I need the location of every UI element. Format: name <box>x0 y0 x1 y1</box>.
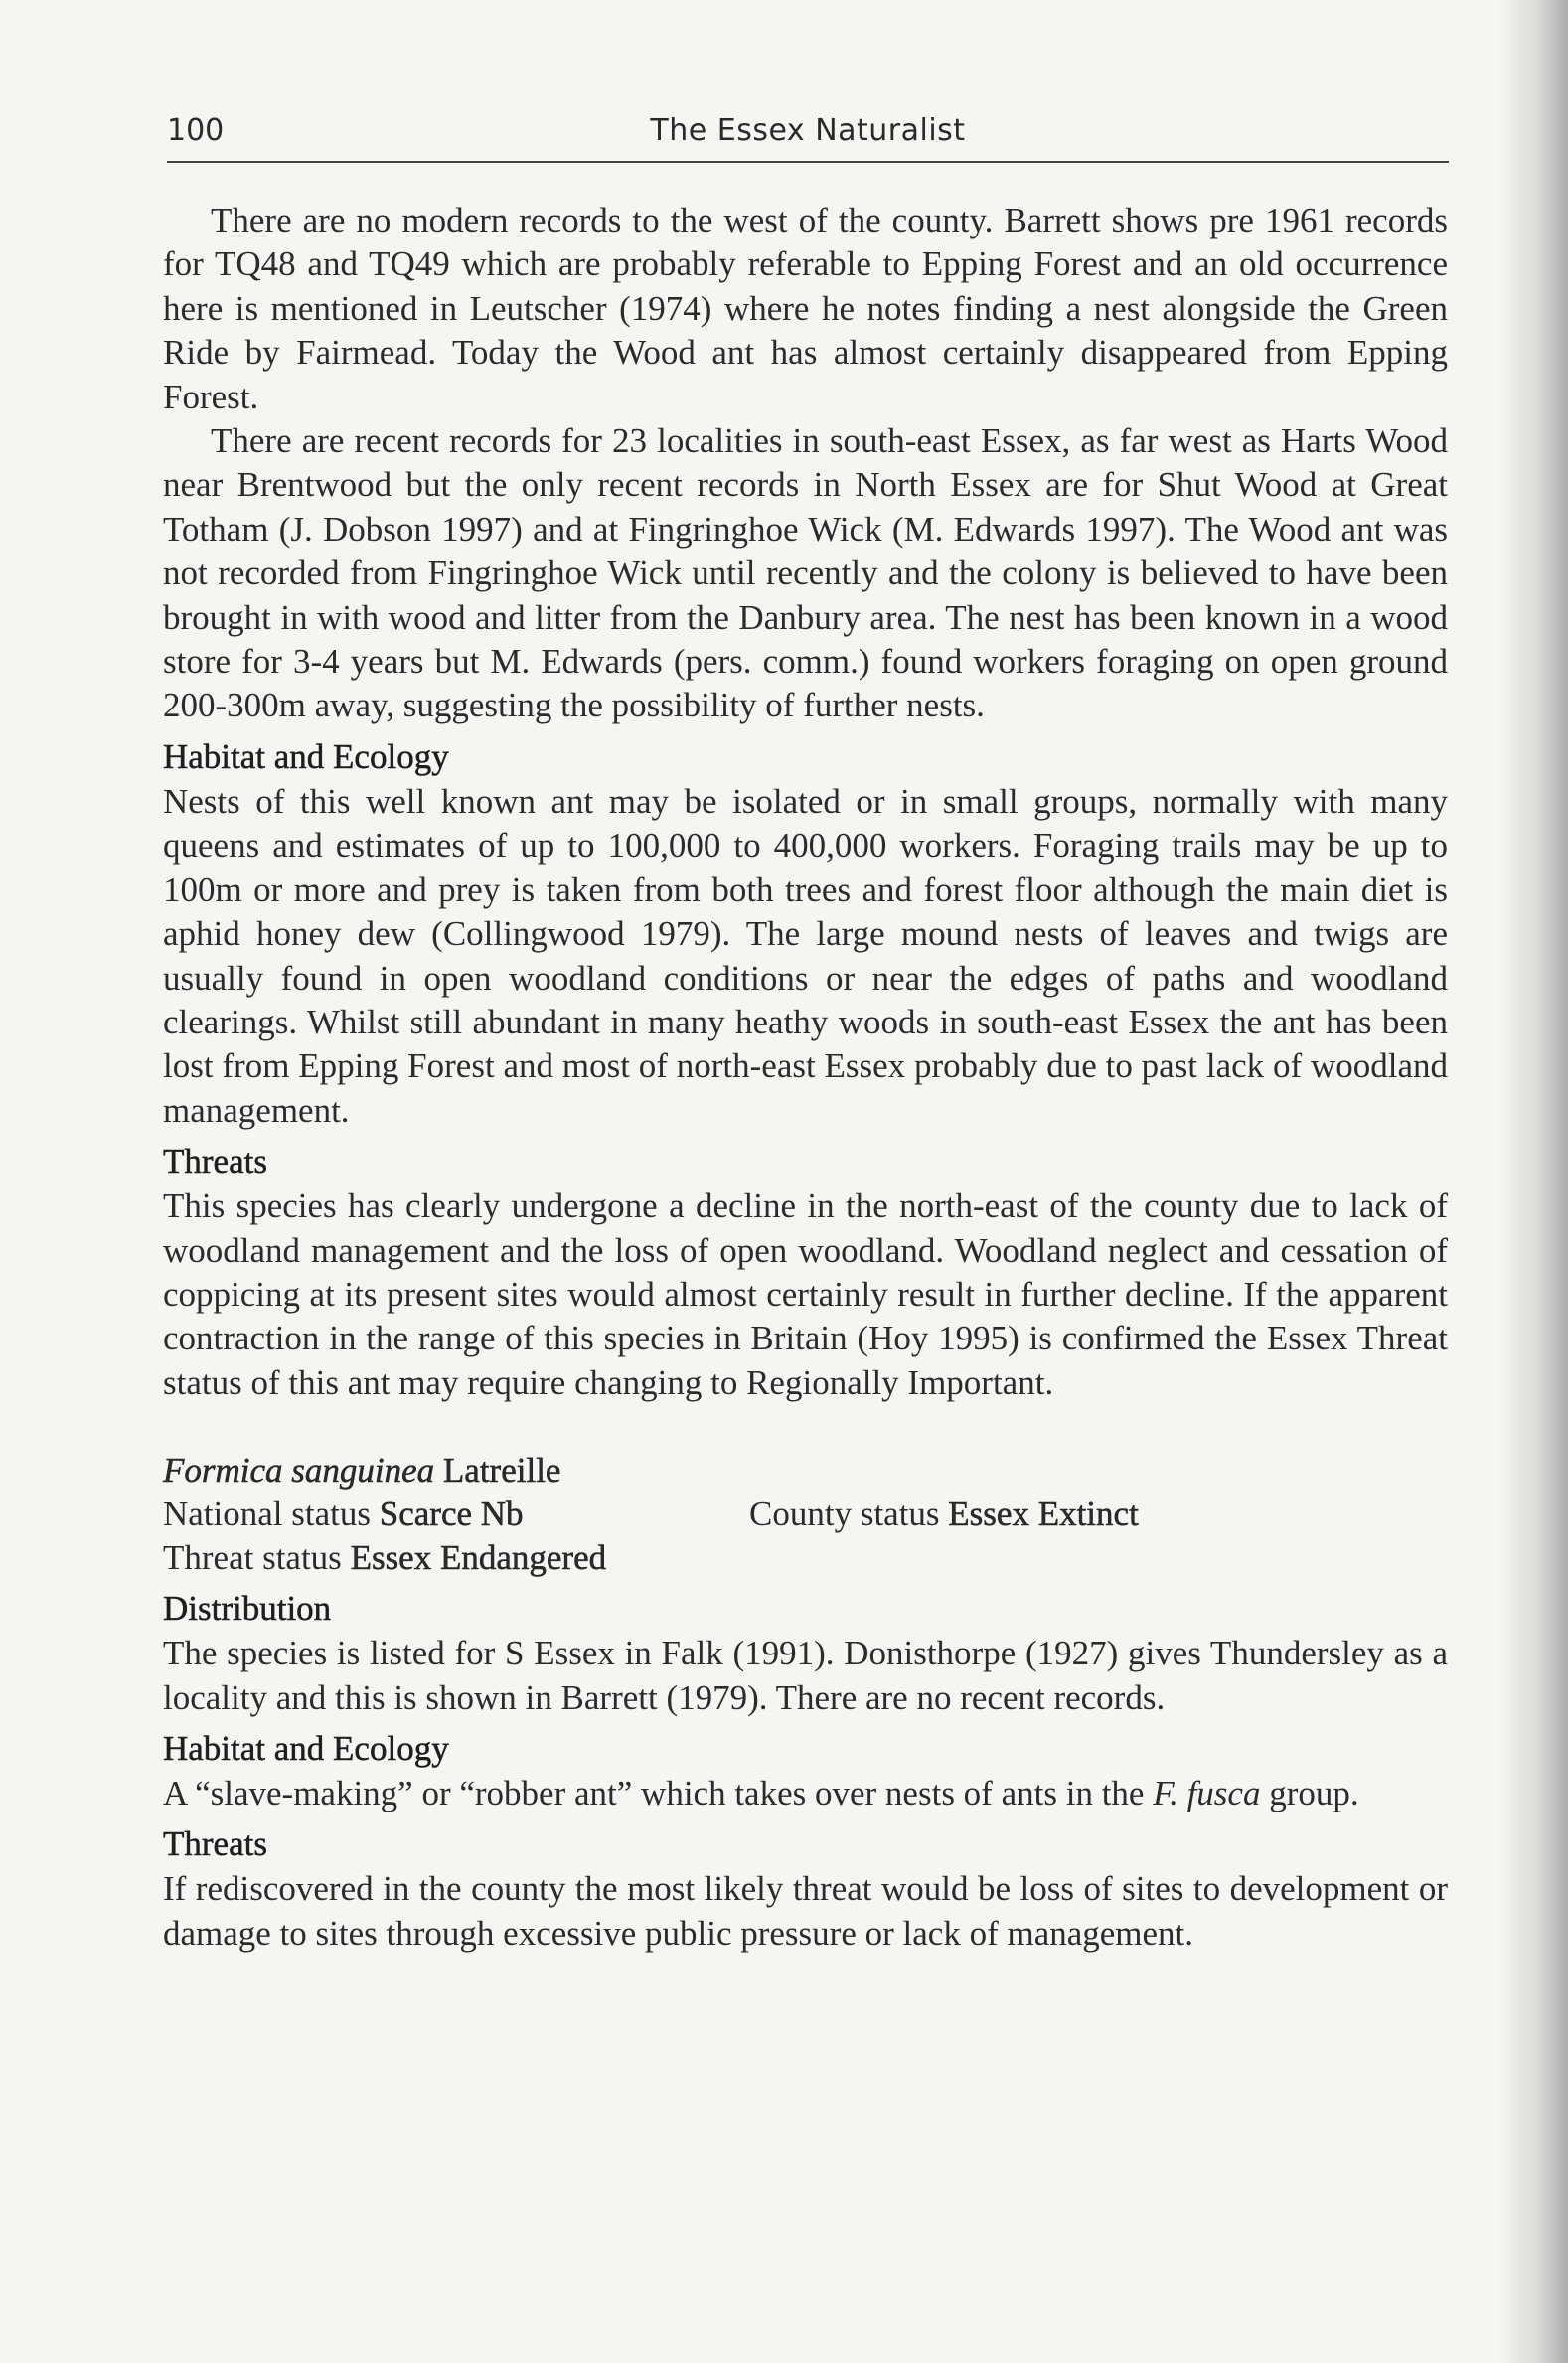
county-status-label: County status <box>749 1495 940 1534</box>
page-edge-shadow <box>1498 0 1568 2363</box>
species-title <box>163 1449 1448 1493</box>
national-status-label: National status <box>163 1495 371 1534</box>
paragraph-text: group. <box>1269 1773 1359 1812</box>
running-title: The Essex Naturalist <box>650 113 966 148</box>
status-row-threat <box>163 1536 1448 1580</box>
threat-status-value: Essex Endangered <box>350 1538 607 1578</box>
spacer <box>163 1405 1448 1449</box>
paragraph <box>163 1772 1448 1815</box>
paragraph: This species has clearly undergone a decline in the north-east of the county due to lack of woodland management and the loss of open woodland. Woodland neglect and cessation of coppicing at its present sites would almost certainly result in further decline. If the apparent contraction in the range of this species in Britain (Hoy 1995) is confirmed the Essex Threat status of this ant may require changing to Regionally Important. <box>163 1186 1448 1402</box>
paragraph: There are no modern records to the west of the county. Barrett shows pre 1961 records for TQ48 and TQ49 which are probably referable to Epping Forest and an old occurrence here is mentioned in Leutscher (1974) where he notes finding a nest alongside the Green Ride by Fairmead. Today the Wood ant has almost certainly disappeared from Epping Forest. <box>163 201 1448 416</box>
paragraph: There are recent records for 23 localities in south-east Essex, as far west as Harts Wood near Brentwood but the only recent records in North Essex are for Shut Wood at Great Totham (J. Dobson 1997) and at Fingringhoe Wick (M. Edwards 1997). The Wood ant was not recorded from Fingringhoe Wick until recently and the colony is believed to have been brought in with wood and litter from the Danbury area. The nest has been known in a wood store for 3-4 years but M. Edwards (pers. comm.) found workers foraging on open ground 200-300m away, suggesting the possibility of further nests. <box>163 421 1448 725</box>
page-number: 100 <box>167 113 225 148</box>
county-status-value: Essex Extinct <box>948 1495 1139 1534</box>
county-status <box>749 1493 1139 1536</box>
threat-status-label: Threat status <box>163 1538 342 1578</box>
section-heading-habitat: Habitat and Ecology <box>163 736 449 776</box>
header-rule <box>167 161 1449 163</box>
paragraph: The species is listed for S Essex in Falk (1991). Donisthorpe (1927) gives Thundersley as a locality and this is shown in Barrett (1979). There are no recent records. <box>163 1634 1448 1717</box>
page-header <box>167 107 1449 163</box>
section-heading-threats: Threats <box>163 1824 267 1864</box>
national-status-value: Scarce Nb <box>379 1495 524 1534</box>
section-heading-habitat: Habitat and Ecology <box>163 1728 449 1768</box>
paragraph: If rediscovered in the county the most likely threat would be loss of sites to development or damage to sites through excessive public pressure or lack of management. <box>163 1869 1448 1953</box>
taxon-name: F. fusca <box>1153 1773 1261 1812</box>
body-text <box>163 199 1448 1956</box>
paragraph: Nests of this well known ant may be isolated or in small groups, normally with many queens and estimates of up to 100,000 to 400,000 workers. Foraging trails may be up to 100m or more and prey is taken from both trees and forest floor although the main diet is aphid honey dew (Collingwood 1979). The large mound nests of leaves and twigs are usually found in open woodland conditions or near the edges of paths and woodland clearings. Whilst still abundant in many heathy woods in south-east Essex the ant has been lost from Epping Forest and most of north-east Essex probably due to past lack of woodland management. <box>163 781 1448 1130</box>
section-heading-threats: Threats <box>163 1142 267 1182</box>
species-author: Latreille <box>442 1451 561 1491</box>
status-row-national <box>163 1493 1448 1536</box>
section-heading-distribution: Distribution <box>163 1589 332 1629</box>
species-name: Formica sanguinea <box>163 1451 435 1491</box>
paragraph-text: A “slave-making” or “robber ant” which takes over nests of ants in the <box>163 1773 1145 1812</box>
